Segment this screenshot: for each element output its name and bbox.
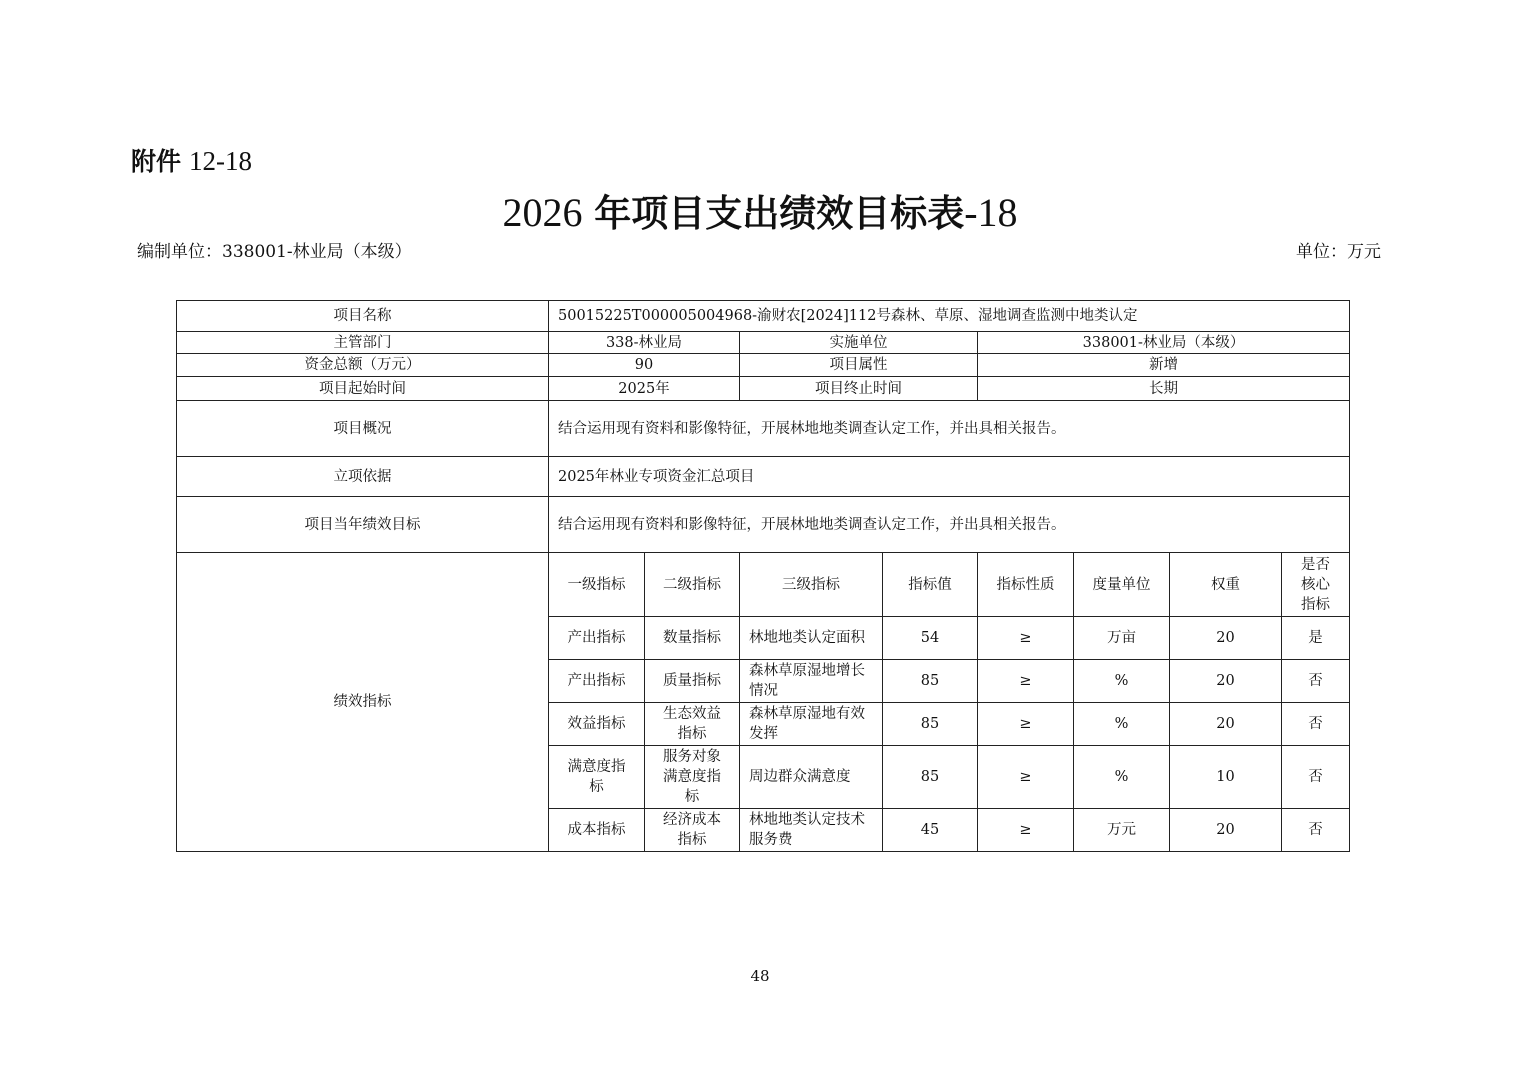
indicator-cell: 45 [883, 809, 978, 852]
indicator-cell: ≥ [978, 617, 1074, 660]
start-value: 2025年 [549, 377, 740, 401]
indicator-cell: 森林草原湿地有效发挥 [740, 703, 883, 746]
goal-value: 结合运用现有资料和影像特征，开展林地地类调查认定工作，并出具相关报告。 [549, 497, 1350, 553]
attr-value: 新增 [978, 354, 1350, 377]
indicator-cell: 满意度指标 [549, 746, 645, 809]
indicator-cell: 数量指标 [645, 617, 740, 660]
indicator-cell: ≥ [978, 660, 1074, 703]
impl-value: 338001-林业局（本级） [978, 332, 1350, 354]
fund-value: 90 [549, 354, 740, 377]
indicator-cell: 20 [1170, 703, 1282, 746]
indicator-cell: 经济成本指标 [645, 809, 740, 852]
overview-value: 结合运用现有资料和影像特征，开展林地地类调查认定工作，并出具相关报告。 [549, 401, 1350, 457]
perf-label: 绩效指标 [177, 553, 549, 852]
indicator-cell: 效益指标 [549, 703, 645, 746]
page-number: 48 [750, 967, 770, 985]
attachment-number: 12-18 [188, 146, 252, 176]
indicator-cell: % [1074, 703, 1170, 746]
indicator-header: 权重 [1170, 553, 1282, 617]
org-label: 编制单位：338001-林业局（本级） [137, 242, 412, 262]
indicator-cell: ≥ [978, 703, 1074, 746]
indicator-cell: 林地地类认定技术服务费 [740, 809, 883, 852]
indicator-cell: 生态效益指标 [645, 703, 740, 746]
attr-label: 项目属性 [740, 354, 978, 377]
indicator-cell: 万元 [1074, 809, 1170, 852]
row-department [177, 332, 1350, 354]
end-label: 项目终止时间 [740, 377, 978, 401]
indicator-header: 是否核心指标 [1282, 553, 1350, 617]
project-name-value: 50015225T000005004968-渝财农[2024]112号森林、草原、湿地调查监测中地类认定 [549, 301, 1350, 332]
fund-label: 资金总额（万元） [177, 354, 549, 377]
impl-label: 实施单位 [740, 332, 978, 354]
page-title [0, 188, 1520, 239]
indicator-cell: 质量指标 [645, 660, 740, 703]
performance-table [176, 300, 1350, 852]
start-label: 项目起始时间 [177, 377, 549, 401]
indicator-cell: 产出指标 [549, 660, 645, 703]
indicator-header: 度量单位 [1074, 553, 1170, 617]
row-goal [177, 497, 1350, 553]
dept-value: 338-林业局 [549, 332, 740, 354]
indicator-header: 指标性质 [978, 553, 1074, 617]
indicator-cell: 10 [1170, 746, 1282, 809]
indicator-cell: 否 [1282, 746, 1350, 809]
indicator-cell: % [1074, 660, 1170, 703]
indicator-cell: 20 [1170, 809, 1282, 852]
title-suffix: -18 [964, 190, 1018, 235]
project-name-label: 项目名称 [177, 301, 549, 332]
indicator-cell: 成本指标 [549, 809, 645, 852]
indicator-cell: 周边群众满意度 [740, 746, 883, 809]
overview-label: 项目概况 [177, 401, 549, 457]
indicator-cell: 是 [1282, 617, 1350, 660]
basis-label: 立项依据 [177, 457, 549, 497]
indicator-cell: 20 [1170, 660, 1282, 703]
indicator-cell: 54 [883, 617, 978, 660]
indicator-cell: 20 [1170, 617, 1282, 660]
dept-label: 主管部门 [177, 332, 549, 354]
indicator-header: 三级指标 [740, 553, 883, 617]
indicator-cell: 85 [883, 703, 978, 746]
indicator-header: 指标值 [883, 553, 978, 617]
row-overview [177, 401, 1350, 457]
indicator-cell: 服务对象满意度指标 [645, 746, 740, 809]
row-project-name [177, 301, 1350, 332]
attachment-prefix: 附件 [131, 147, 182, 176]
indicator-cell: 森林草原湿地增长情况 [740, 660, 883, 703]
indicator-cell: 林地地类认定面积 [740, 617, 883, 660]
indicator-cell: 万亩 [1074, 617, 1170, 660]
row-basis [177, 457, 1350, 497]
goal-label: 项目当年绩效目标 [177, 497, 549, 553]
title-main: 年项目支出绩效目标表 [594, 192, 965, 235]
title-year: 2026 [502, 190, 583, 235]
row-fund [177, 354, 1350, 377]
indicator-cell: 否 [1282, 660, 1350, 703]
indicator-cell: % [1074, 746, 1170, 809]
indicator-cell: 85 [883, 746, 978, 809]
indicator-cell: 否 [1282, 703, 1350, 746]
attachment-label [131, 144, 252, 179]
end-value: 长期 [978, 377, 1350, 401]
basis-value: 2025年林业专项资金汇总项目 [549, 457, 1350, 497]
row-period [177, 377, 1350, 401]
indicator-cell: 85 [883, 660, 978, 703]
indicator-cell: ≥ [978, 746, 1074, 809]
indicator-header: 一级指标 [549, 553, 645, 617]
indicator-cell: 否 [1282, 809, 1350, 852]
indicator-cell: 产出指标 [549, 617, 645, 660]
unit-label: 单位：万元 [1296, 242, 1381, 262]
indicator-cell: ≥ [978, 809, 1074, 852]
indicator-header-row [177, 553, 1350, 617]
indicator-header: 二级指标 [645, 553, 740, 617]
